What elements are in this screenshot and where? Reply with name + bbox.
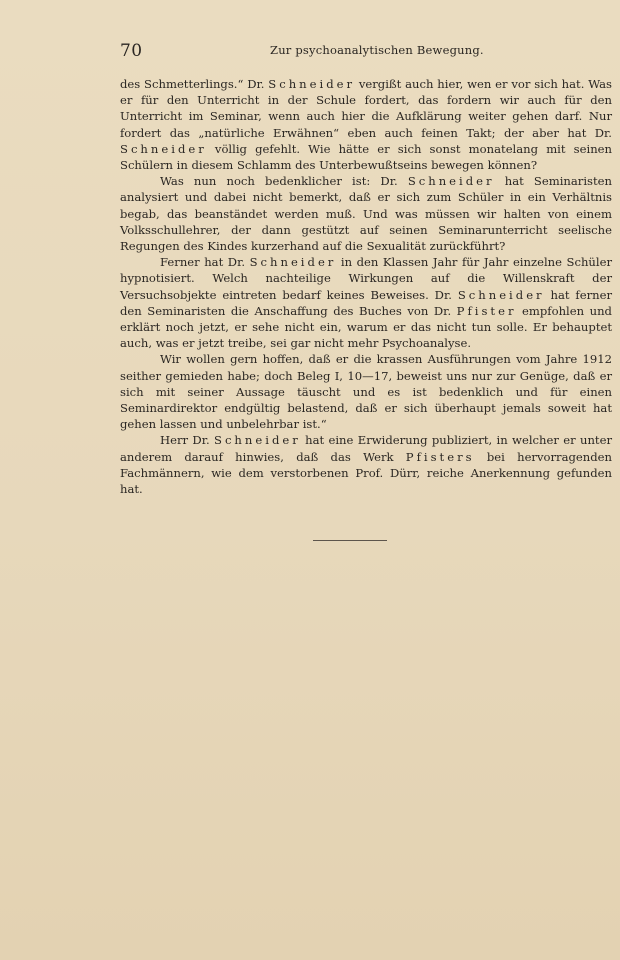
text-segment: des Schmetterlings.“ Dr. bbox=[120, 77, 269, 91]
page-number: 70 bbox=[120, 41, 143, 61]
text-segment: Wir wollen gern hoffen, daß er die krassen Ausführungen vom Jahre 1912 seither gemieden habe; doch Beleg I, 10—17, beweist uns nur zur Genüge, daß er sich mit seiner Aussage täuscht und es ist bedenklich und für einen Seminardirektor endgültig belastend, daß er sich überhaupt jemals soweit hat gehen lassen und unbelehrbar ist.“ bbox=[120, 352, 612, 432]
spaced-name: Schneider bbox=[120, 141, 207, 156]
text-segment: vergißt auch hier, wen er vor sich hat. Was er für den Unterricht in der Schule fordert, das fordern wir auch für den Unterricht im Seminar, wenn auch hier die Aufklärung weiter gehen darf. Nur fordert das „natürliche Erwähnen“ eben auch feinen Takt; der aber hat Dr. bbox=[120, 77, 612, 140]
spaced-name: Schneider bbox=[249, 255, 337, 270]
text-segment: hat ferner den Seminaristen die Anschaffung des Buches von Dr. bbox=[120, 287, 612, 318]
text-segment: Herr Dr. bbox=[160, 433, 214, 448]
spaced-name: Pfister bbox=[456, 303, 517, 318]
paragraph-4 bbox=[120, 351, 612, 432]
spaced-name: Schneider bbox=[268, 77, 356, 91]
spaced-name: Schneider bbox=[214, 433, 301, 448]
text-segment: empfohlen und erklärt noch jetzt, er sehe nicht ein, warum er das nicht tun solle. Er behauptet auch, was er jetzt treibe, sei gar nicht mehr Psychoanalyse. bbox=[120, 303, 612, 351]
text-segment: hat eine Erwiderung publiziert, in welcher er unter anderem darauf hinwies, daß das Werk bbox=[120, 433, 612, 464]
text-segment: hat Seminaristen analysiert und dabei nicht bemerkt, daß er sich zum Schüler in ein Verhältnis begab, das beanständet werden muß. Und was müssen wir halten von einem Volksschullehrer, der dann gestützt auf seinen Seminarunterricht seelische Regungen des Kindes kurzerhand auf die Sexualität zurückführt? bbox=[120, 174, 612, 254]
paragraph-1 bbox=[120, 76, 612, 173]
spaced-name: Schneider bbox=[457, 287, 545, 302]
paragraph-5 bbox=[120, 432, 612, 497]
spaced-name: Schneider bbox=[407, 174, 495, 189]
text-segment: bei hervorragenden Fachmännern, wie dem verstorbenen Prof. Dürr, reiche Anerkennung gefunden hat. bbox=[120, 449, 612, 497]
text-segment: Ferner hat Dr. bbox=[160, 255, 250, 270]
paragraph-2 bbox=[120, 173, 612, 254]
text-segment: völlig gefehlt. Wie hätte er sich sonst monatelang mit seinen Schülern in diesem Schlamm des Unterbewußtseins bewegen können? bbox=[120, 141, 612, 173]
text-segment: in den Klassen Jahr für Jahr einzelne Schüler hypnotisiert. Welch nachteilige Wirkungen auf die Willenskraft der Versuchsobjekte eintreten bedarf keines Beweises. Dr. bbox=[120, 255, 612, 302]
body-text bbox=[120, 76, 612, 497]
spaced-name: Pfisters bbox=[405, 449, 475, 464]
section-end-rule bbox=[313, 540, 387, 541]
running-head bbox=[120, 38, 520, 68]
text-segment: Was nun noch bedenklicher ist: Dr. bbox=[160, 174, 408, 189]
running-title: Zur psychoanalytischen Bewegung. bbox=[270, 43, 484, 57]
paragraph-3 bbox=[120, 254, 612, 351]
